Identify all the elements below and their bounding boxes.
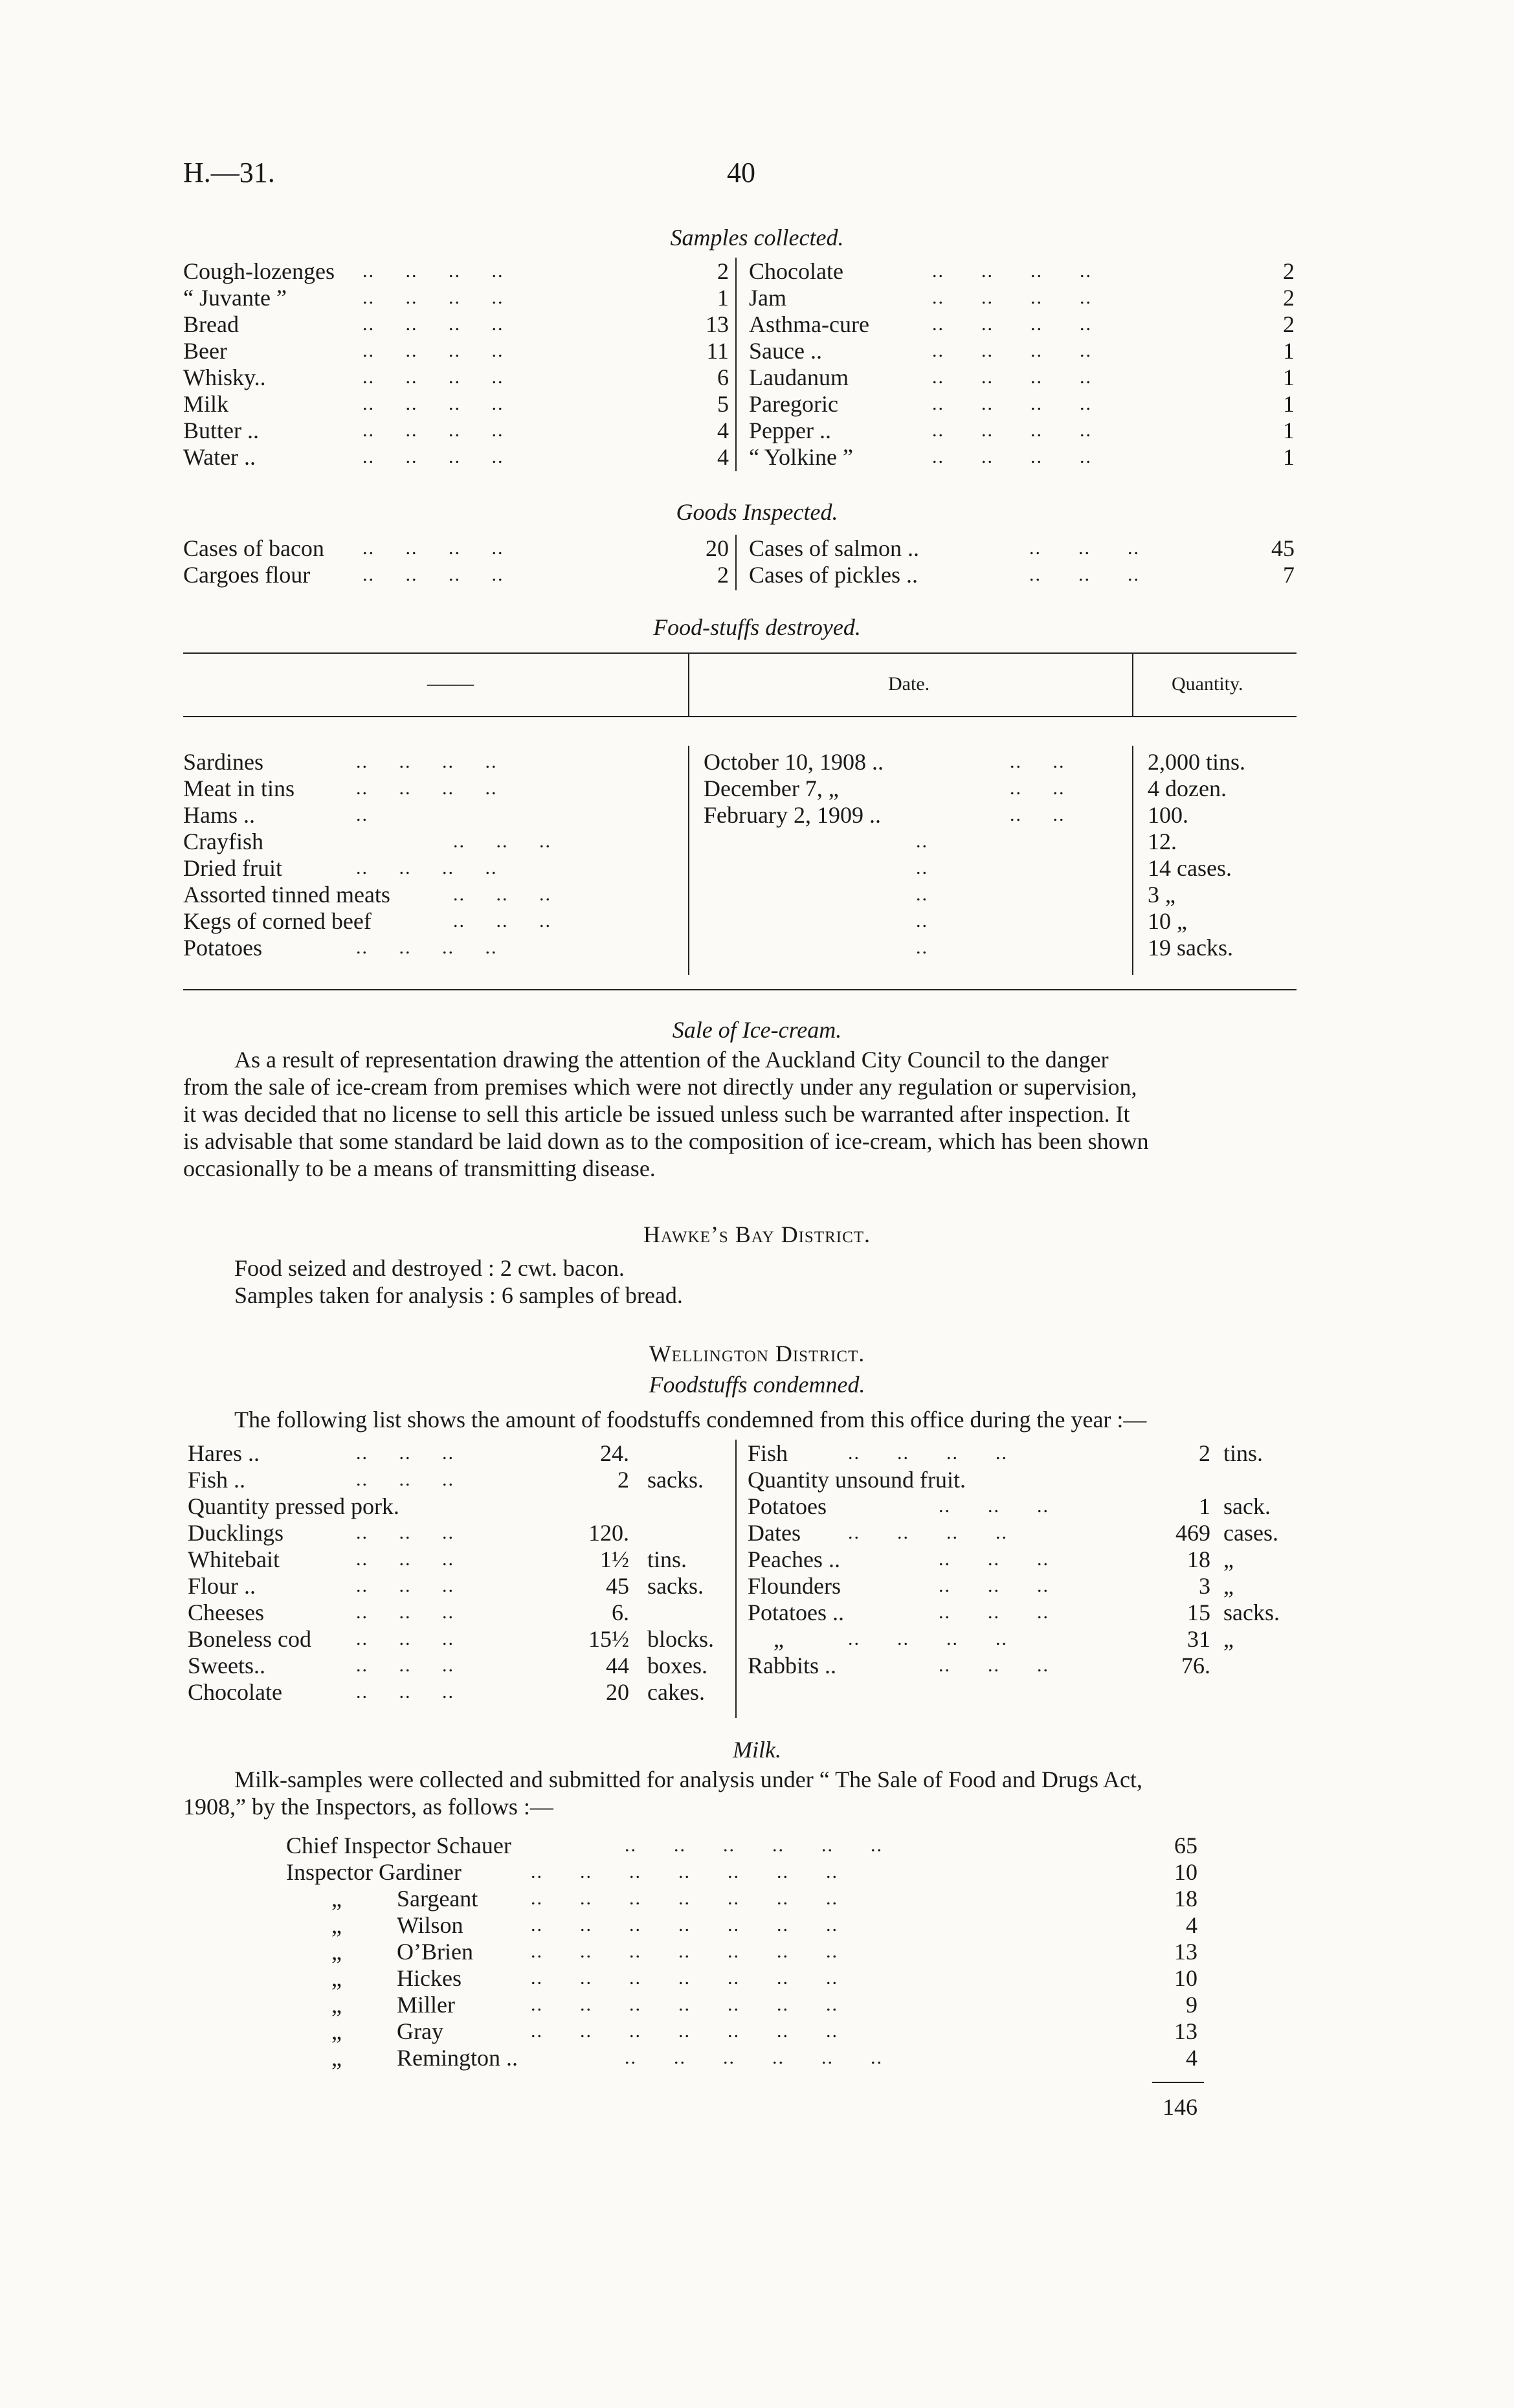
list-item: Cheeses bbox=[188, 1600, 264, 1625]
inspector-name: Wilson bbox=[397, 1912, 463, 1938]
list-item: Cough-lozenges bbox=[183, 258, 335, 284]
list-value: 1½ bbox=[600, 1546, 629, 1572]
list-item: Peaches .. bbox=[748, 1546, 840, 1572]
list-value: 24. bbox=[600, 1440, 629, 1466]
list-item: Whisky.. bbox=[183, 364, 266, 390]
list-item: Sauce .. bbox=[749, 338, 822, 364]
goods-title: Goods Inspected. bbox=[676, 499, 838, 525]
col-divider bbox=[688, 652, 689, 717]
table-header-rule bbox=[183, 716, 1297, 717]
list-value: 1 bbox=[1283, 444, 1295, 470]
milk-count: 4 bbox=[1186, 1912, 1197, 1938]
list-value: 20 bbox=[606, 1679, 629, 1705]
table-cell-quantity: 100. bbox=[1148, 802, 1188, 828]
table-cell-quantity: 12. bbox=[1148, 829, 1177, 854]
list-item: Laudanum bbox=[749, 364, 849, 390]
list-item: Cargoes flour bbox=[183, 562, 311, 588]
list-unit: tins. bbox=[1223, 1440, 1264, 1466]
list-value: 4 bbox=[717, 444, 729, 470]
wellington-subtitle: Foodstuffs condemned. bbox=[649, 1372, 865, 1398]
list-item: Jam bbox=[749, 285, 786, 311]
list-value: 45 bbox=[606, 1573, 629, 1599]
milk-intro: 1908,” by the Inspectors, as follows :— bbox=[183, 1794, 553, 1820]
wellington-divider bbox=[735, 1440, 737, 1718]
list-item: Asthma-cure bbox=[749, 311, 869, 337]
table-cell-quantity: 3 „ bbox=[1148, 882, 1175, 908]
table-cell-date: December 7, „ bbox=[704, 775, 839, 801]
table-cell-item: Assorted tinned meats bbox=[183, 882, 390, 908]
list-item: Potatoes .. bbox=[748, 1600, 844, 1625]
list-value: 3 bbox=[1199, 1573, 1210, 1599]
list-item: Dates bbox=[748, 1520, 801, 1546]
milk-count: 10 bbox=[1174, 1859, 1197, 1885]
list-value: 15½ bbox=[588, 1626, 629, 1652]
list-unit: „ bbox=[1223, 1626, 1234, 1652]
list-item: Sweets.. bbox=[188, 1653, 265, 1678]
hawkes-line: Samples taken for analysis : 6 samples of bread. bbox=[234, 1282, 683, 1308]
milk-count: 4 bbox=[1186, 2045, 1197, 2071]
list-item: Chocolate bbox=[749, 258, 843, 284]
list-value: 6. bbox=[612, 1600, 629, 1625]
table-cell-quantity: 10 „ bbox=[1148, 908, 1187, 934]
list-value: 76. bbox=[1181, 1653, 1210, 1678]
col-divider bbox=[1132, 652, 1133, 717]
col-header-quantity: Quantity. bbox=[1172, 673, 1243, 695]
paragraph-line: occasionally to be a means of transmitting disease. bbox=[183, 1155, 656, 1181]
wellington-intro: The following list shows the amount of foodstuffs condemned from this office during the year :— bbox=[234, 1407, 1147, 1433]
list-item: „ bbox=[774, 1626, 784, 1652]
milk-count: 65 bbox=[1174, 1833, 1197, 1858]
table-cell-item: Hams .. bbox=[183, 802, 255, 828]
list-item: Paregoric bbox=[749, 391, 838, 417]
list-unit: „ bbox=[1223, 1546, 1234, 1572]
list-value: 1 bbox=[1199, 1493, 1210, 1519]
table-bottom-rule bbox=[183, 989, 1297, 990]
list-item: Rabbits .. bbox=[748, 1653, 837, 1678]
milk-count: 13 bbox=[1174, 1939, 1197, 1965]
inspector-prefix: „ bbox=[331, 2045, 342, 2071]
inspector-name: Remington .. bbox=[397, 2045, 518, 2071]
list-unit: sacks. bbox=[1223, 1600, 1280, 1625]
inspector-name: Sargeant bbox=[397, 1886, 478, 1912]
inspector-name: O’Brien bbox=[397, 1939, 473, 1965]
milk-total: 146 bbox=[1163, 2094, 1197, 2120]
milk-count: 9 bbox=[1186, 1992, 1197, 2018]
list-value: 4 bbox=[717, 418, 729, 443]
list-item: Potatoes bbox=[748, 1493, 827, 1519]
list-item: “ Juvante ” bbox=[183, 285, 287, 311]
list-value: 2 bbox=[1283, 258, 1295, 284]
inspector-prefix: „ bbox=[331, 1939, 342, 1965]
list-unit: cases. bbox=[1223, 1520, 1278, 1546]
list-unit: tins. bbox=[647, 1546, 687, 1572]
list-value: 2 bbox=[1283, 311, 1295, 337]
list-item: Quantity unsound fruit. bbox=[748, 1467, 966, 1493]
report-code: H.—31. bbox=[183, 157, 275, 188]
list-unit: blocks. bbox=[647, 1626, 714, 1652]
list-value: 1 bbox=[717, 285, 729, 311]
inspector-prefix: „ bbox=[331, 2018, 342, 2044]
col-header-date: Date. bbox=[888, 673, 930, 695]
list-item: “ Yolkine ” bbox=[749, 444, 853, 470]
milk-count: 10 bbox=[1174, 1965, 1197, 1991]
list-value: 18 bbox=[1187, 1546, 1210, 1572]
list-item: Flour .. bbox=[188, 1573, 256, 1599]
list-value: 469 bbox=[1175, 1520, 1210, 1546]
table-cell-item: Crayfish bbox=[183, 829, 263, 854]
list-item: Boneless cod bbox=[188, 1626, 311, 1652]
inspector-prefix: Inspector Gardiner bbox=[286, 1859, 462, 1885]
list-value: 1 bbox=[1283, 338, 1295, 364]
milk-count: 18 bbox=[1174, 1886, 1197, 1912]
list-item: Whitebait bbox=[188, 1546, 280, 1572]
table-cell-date: February 2, 1909 .. bbox=[704, 802, 881, 828]
list-value: 2 bbox=[717, 562, 729, 588]
list-value: 20 bbox=[706, 535, 729, 561]
list-item: Cases of salmon .. bbox=[749, 535, 919, 561]
inspector-name: Gray bbox=[397, 2018, 443, 2044]
list-value: 2 bbox=[618, 1467, 629, 1493]
table-cell-item: Dried fruit bbox=[183, 855, 282, 881]
milk-count: 13 bbox=[1174, 2018, 1197, 2044]
list-item: Fish bbox=[748, 1440, 788, 1466]
list-value: 7 bbox=[1283, 562, 1295, 588]
inspector-name: Miller bbox=[397, 1992, 455, 2018]
list-item: Cases of pickles .. bbox=[749, 562, 918, 588]
page-number: 40 bbox=[727, 157, 755, 188]
table-cell-item: Sardines bbox=[183, 749, 263, 775]
table-cell-item: Meat in tins bbox=[183, 775, 295, 801]
goods-divider bbox=[735, 535, 737, 590]
list-value: 1 bbox=[1283, 391, 1295, 417]
table-cell-quantity: 19 sacks. bbox=[1148, 935, 1233, 961]
table-cell-quantity: 2,000 tins. bbox=[1148, 749, 1246, 775]
paragraph-line: As a result of representation drawing the attention of the Auckland City Council to the danger bbox=[234, 1047, 1109, 1073]
list-value: 1 bbox=[1283, 364, 1295, 390]
list-item: Fish .. bbox=[188, 1467, 246, 1493]
list-unit: boxes. bbox=[647, 1653, 707, 1678]
list-unit: sack. bbox=[1223, 1493, 1271, 1519]
list-value: 2 bbox=[1199, 1440, 1210, 1466]
table-cell-quantity: 4 dozen. bbox=[1148, 775, 1227, 801]
inspector-prefix: „ bbox=[331, 1886, 342, 1912]
list-item: Hares .. bbox=[188, 1440, 260, 1466]
hawkes-title: Hawke’s Bay District. bbox=[643, 1221, 871, 1247]
list-item: Bread bbox=[183, 311, 239, 337]
list-item: Beer bbox=[183, 338, 227, 364]
samples-divider bbox=[735, 258, 737, 471]
table-cell-item: Kegs of corned beef bbox=[183, 908, 372, 934]
paragraph-line: is advisable that some standard be laid down as to the composition of ice-cream, which has been shown bbox=[183, 1128, 1149, 1154]
wellington-title: Wellington District. bbox=[649, 1341, 865, 1366]
col-divider bbox=[1132, 746, 1133, 975]
list-value: 1 bbox=[1283, 418, 1295, 443]
milk-intro: Milk-samples were collected and submitted for analysis under “ The Sale of Food and Drugs Act, bbox=[234, 1767, 1142, 1792]
inspector-name: Hickes bbox=[397, 1965, 462, 1991]
list-unit: cakes. bbox=[647, 1679, 705, 1705]
list-value: 45 bbox=[1271, 535, 1295, 561]
table-cell-item: Potatoes bbox=[183, 935, 262, 961]
inspector-prefix: „ bbox=[331, 1992, 342, 2018]
paragraph-line: from the sale of ice-cream from premises which were not directly under any regulation or supervision, bbox=[183, 1074, 1137, 1100]
list-item: Water .. bbox=[183, 444, 256, 470]
table-top-rule bbox=[183, 652, 1297, 654]
destroyed-title: Food-stuffs destroyed. bbox=[653, 614, 861, 640]
list-item: Flounders bbox=[748, 1573, 841, 1599]
list-value: 2 bbox=[717, 258, 729, 284]
list-value: 31 bbox=[1187, 1626, 1210, 1652]
list-value: 11 bbox=[706, 338, 729, 364]
total-rule bbox=[1152, 2082, 1204, 2083]
inspector-prefix: „ bbox=[331, 1912, 342, 1938]
inspector-prefix: Chief Inspector Schauer bbox=[286, 1833, 511, 1858]
samples-title: Samples collected. bbox=[670, 225, 844, 251]
paragraph-line: it was decided that no license to sell this article be issued unless such be warranted after inspection. It bbox=[183, 1101, 1130, 1127]
table-cell-quantity: 14 cases. bbox=[1148, 855, 1232, 881]
list-unit: „ bbox=[1223, 1573, 1234, 1599]
list-value: 120. bbox=[588, 1520, 629, 1546]
col-divider bbox=[688, 746, 689, 975]
list-value: 2 bbox=[1283, 285, 1295, 311]
list-value: 13 bbox=[706, 311, 729, 337]
list-item: Butter .. bbox=[183, 418, 259, 443]
list-value: 5 bbox=[717, 391, 729, 417]
col-header-item: —— bbox=[427, 670, 474, 696]
list-value: 15 bbox=[1187, 1600, 1210, 1625]
hawkes-line: Food seized and destroyed : 2 cwt. bacon. bbox=[234, 1255, 625, 1281]
list-item: Pepper .. bbox=[749, 418, 831, 443]
list-value: 44 bbox=[606, 1653, 629, 1678]
list-item: Milk bbox=[183, 391, 229, 417]
table-cell-date: October 10, 1908 .. bbox=[704, 749, 884, 775]
list-unit: sacks. bbox=[647, 1467, 704, 1493]
icecream-title: Sale of Ice-cream. bbox=[672, 1017, 842, 1043]
list-item: Ducklings bbox=[188, 1520, 284, 1546]
list-item: Quantity pressed pork. bbox=[188, 1493, 399, 1519]
list-value: 6 bbox=[717, 364, 729, 390]
list-unit: sacks. bbox=[647, 1573, 704, 1599]
list-item: Chocolate bbox=[188, 1679, 282, 1705]
milk-title: Milk. bbox=[733, 1737, 781, 1763]
inspector-prefix: „ bbox=[331, 1965, 342, 1991]
list-item: Cases of bacon bbox=[183, 535, 324, 561]
